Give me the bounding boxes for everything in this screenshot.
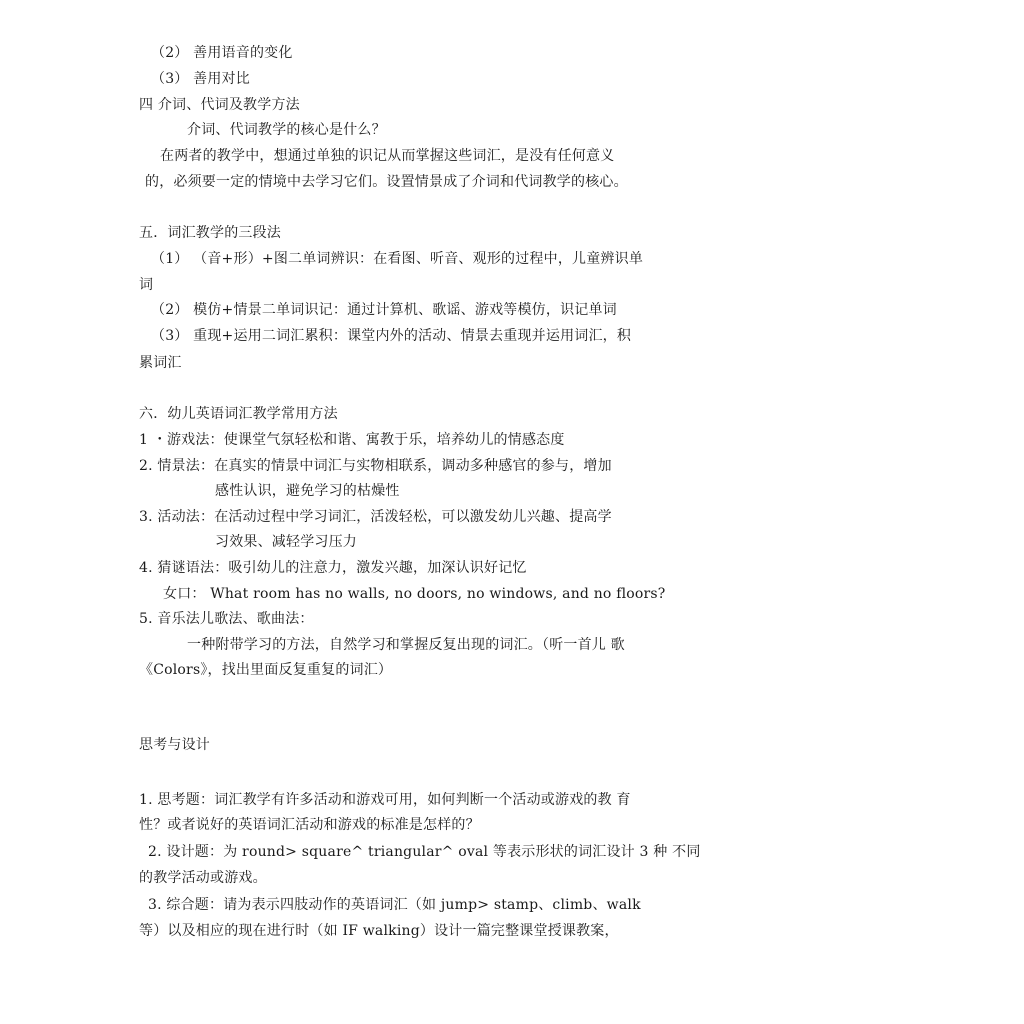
text-line: 的，必须要一定的情境中去学习它们。设置情景成了介词和代词教学的核心。 [145,174,628,190]
text-line: 累词汇 [139,355,182,371]
text-line: （2） 模仿+情景二单词识记：通过计算机、歌谣、游戏等模仿，识记单词 [151,302,617,318]
text-line: 等）以及相应的现在进行时（如 IF walking）设计一篇完整课堂授课教案， [139,923,619,939]
text-line: 5. 音乐法儿歌法、歌曲法： [139,611,314,627]
text-line: （2） 善用语音的变化 [151,45,293,61]
text-line: 感性认识，避免学习的枯燥性 [215,483,400,499]
text-line: （3） 善用对比 [151,71,250,87]
text-line: 2. 情景法：在真实的情景中词汇与实物相联系，调动多种感官的参与，增加 [139,458,612,474]
section-heading: 六．幼儿英语词汇教学常用方法 [139,406,338,422]
text-line: 的教学活动或游戏。 [139,870,267,886]
text-line: 女口： What room has no walls, no doors, no windows, and no floors? [163,586,666,602]
text-line: 3. 活动法：在活动过程中学习词汇，活泼轻松，可以激发幼儿兴趣、提高学 [139,509,612,525]
section-heading: 思考与设计 [139,737,210,753]
text-line: 习效果、减轻学习压力 [215,534,357,550]
text-line: 4. 猜谜语法：吸引幼儿的注意力，激发兴趣，加深认识好记忆 [139,560,527,576]
text-line: 一种附带学习的方法，自然学习和掌握反复出现的词汇。（听一首儿 歌 [187,637,625,653]
text-line: 词 [139,277,154,293]
text-line: 3. 综合题：请为表示四肢动作的英语词汇（如 jump> stamp、climb、walk [148,897,641,913]
text-line: （3） 重现+运用二词汇累积：课堂内外的活动、情景去重现并运用词汇，积 [151,328,632,344]
text-line: 《Colors》，找出里面反复重复的词汇） [139,662,393,678]
text-line: 1. 思考题：词汇教学有许多活动和游戏可用，如何判断一个活动或游戏的教 育 [139,792,631,808]
section-heading: 四 介词、代词及教学方法 [139,97,300,113]
text-line: 性？或者说好的英语词汇活动和游戏的标准是怎样的？ [139,817,480,833]
text-line: 在两者的教学中，想通过单独的识记从而掌握这些词汇，是没有任何意义 [160,148,615,164]
text-line: （1） （音+形）+图二单词辨识：在看图、听音、观形的过程中，儿童辨识单 [151,251,644,267]
section-heading: 五．词汇教学的三段法 [139,225,281,241]
text-line: 介词、代词教学的核心是什么？ [187,122,386,138]
text-line: 2. 设计题：为 round> square^ triangular^ oval 等表示形状的词汇设计 3 种 不同 [148,844,701,860]
text-line: 1 ・游戏法：使课堂气氛轻松和谐、寓教于乐，培养幼儿的情感态度 [139,432,565,448]
